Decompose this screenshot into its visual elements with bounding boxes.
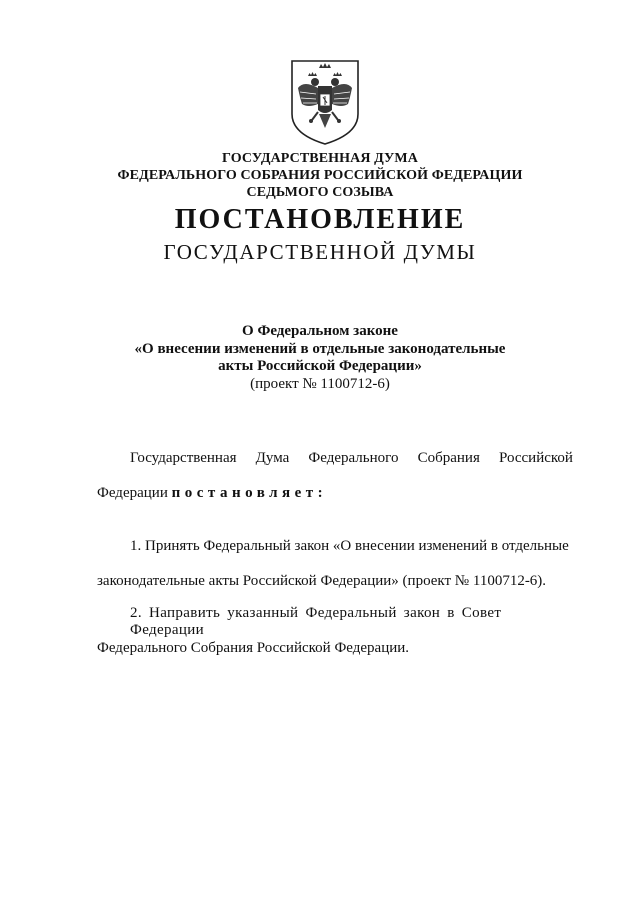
preamble-line-2 [97, 485, 573, 502]
header-line-convocation: СЕДЬМОГО СОЗЫВА [246, 185, 394, 200]
subject-line-3: акты Российской Федерации» [218, 358, 422, 374]
document-subject [0, 323, 640, 393]
header-line-federal-assembly: ФЕДЕРАЛЬНОГО СОБРАНИЯ РОССИЙСКОЙ ФЕДЕРАЦИИ [117, 168, 523, 183]
item-2-line-1 [97, 605, 573, 639]
coat-of-arms-icon [288, 58, 362, 146]
preamble-word: Государственная [130, 450, 237, 466]
issuer-header [0, 150, 640, 201]
preamble-word: Собрания [417, 450, 480, 466]
preamble-word: Российской [499, 450, 573, 466]
bill-number: (проект № 1100712-6) [250, 375, 390, 392]
item-2-text: 2. Направить указанный Федеральный закон в Совет Федерации [130, 605, 502, 638]
subject-line-2: «О внесении изменений в отдельные законодательные [134, 340, 506, 357]
item-1-line-1: 1. Принять Федеральный закон «О внесении изменений в отдельные [130, 538, 569, 554]
document-subtitle: ГОСУДАРСТВЕННОЙ ДУМЫ [163, 240, 477, 264]
subject-line-1: О Федеральном законе [242, 323, 398, 339]
item-2-line-2: Федерального Собрания Российской Федерации. [97, 640, 410, 656]
item-1-line-2: законодательные акты Российской Федерации» (проект № 1100712-6). [97, 573, 547, 589]
header-line-duma: ГОСУДАРСТВЕННАЯ ДУМА [222, 151, 418, 166]
preamble-line-1 [97, 450, 573, 467]
document-title: ПОСТАНОВЛЕНИЕ [174, 204, 466, 235]
decree-word: постановляет: [171, 485, 328, 501]
preamble-federation: Федерации [97, 485, 168, 501]
preamble-word: Федерального [308, 450, 399, 466]
preamble-word: Дума [255, 450, 290, 466]
